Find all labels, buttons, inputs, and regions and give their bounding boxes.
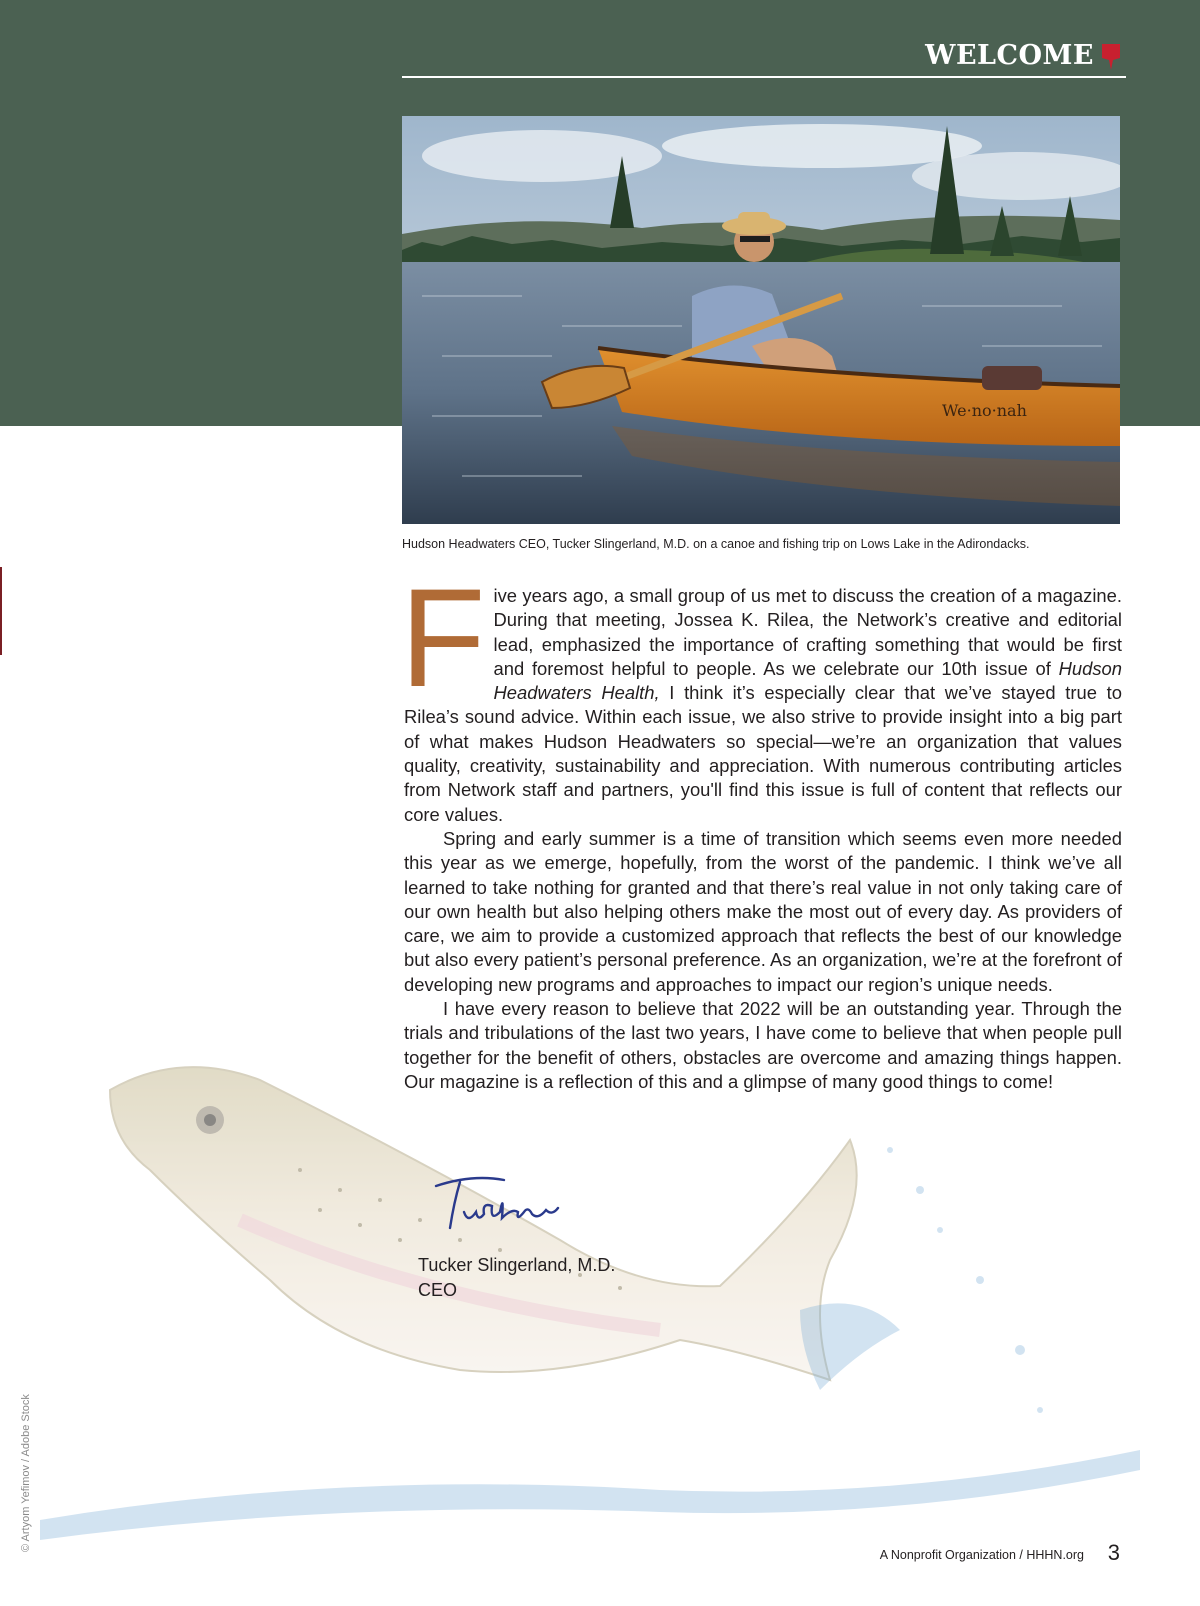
handwritten-signature (432, 1172, 562, 1232)
page-number: 3 (1107, 1540, 1120, 1565)
letter-paragraph-3: I have every reason to believe that 2022 will be an outstanding year. Through the trials and tribulations of the last two years, I have come to believe that when people pull together for the benefit of others, obstacles are overcome and amazing things happen. Our magazine is a reflection of this and a glimpse of many good things to come! (404, 998, 1122, 1092)
section-header (402, 38, 1126, 78)
letter-paragraph-2: Spring and early summer is a time of transition which seems even more needed this year as we emerge, hopefully, from the worst of the pandemic. I think we’ve all learned to take nothing for granted and that there’s real value in not only taking care of our own health but also helping others make the most out of every day. As providers of care, we aim to provide a customized approach that reflects the best of our knowledge but also every patient’s personal preference. As an organization, we’re at the forefront of developing new programs and approaches to impact our region’s unique needs. (404, 827, 1122, 995)
drop-cap: F (400, 559, 486, 716)
footer-organization: A Nonprofit Organization / HHHN.org (879, 1548, 1084, 1562)
canoe-photo (402, 116, 1120, 524)
magazine-title-italic: Hudson Headwaters Health, (493, 657, 1122, 704)
paragraph-1-text-a: ive years ago, a small group of us met to discuss the creation of a magazine. During that meeting, Jossea K. Rilea, the Network’s creative and editorial lead, emphasized the importance of crafting something that would be first and foremost helpful to people. As we celebrate our 10th issue of (493, 585, 1122, 679)
canoe-brand-label: We·no·nah (942, 401, 1027, 420)
trout-illustration (40, 1050, 1140, 1570)
section-title: WELCOME (925, 40, 1094, 71)
photo-caption: Hudson Headwaters CEO, Tucker Slingerland, M.D. on a canoe and fishing trip on Lows Lake in the Adirondacks. (402, 537, 1030, 551)
accent-rule (0, 567, 2, 655)
signer-name: Tucker Slingerland, M.D. (418, 1255, 616, 1275)
paragraph-1-text-b: I think it’s especially clear that we’ve stayed true to Rilea’s sound advice. Within each issue, we also strive to provide insight into a big part of what makes Hudson Headwaters so special—we’re an organization that values quality, creativity, sustainability and appreciation. With numerous contributing articles from Network staff and partners, you'll find this issue is full of content that reflects our core values. (404, 682, 1122, 825)
photo-credit: © Artyom Yefimov / Adobe Stock (20, 1394, 32, 1552)
signer-title: CEO (418, 1280, 458, 1300)
red-tag-icon (1100, 42, 1122, 72)
letter-paragraph-1 (404, 584, 1122, 827)
welcome-letter (400, 559, 1122, 1094)
